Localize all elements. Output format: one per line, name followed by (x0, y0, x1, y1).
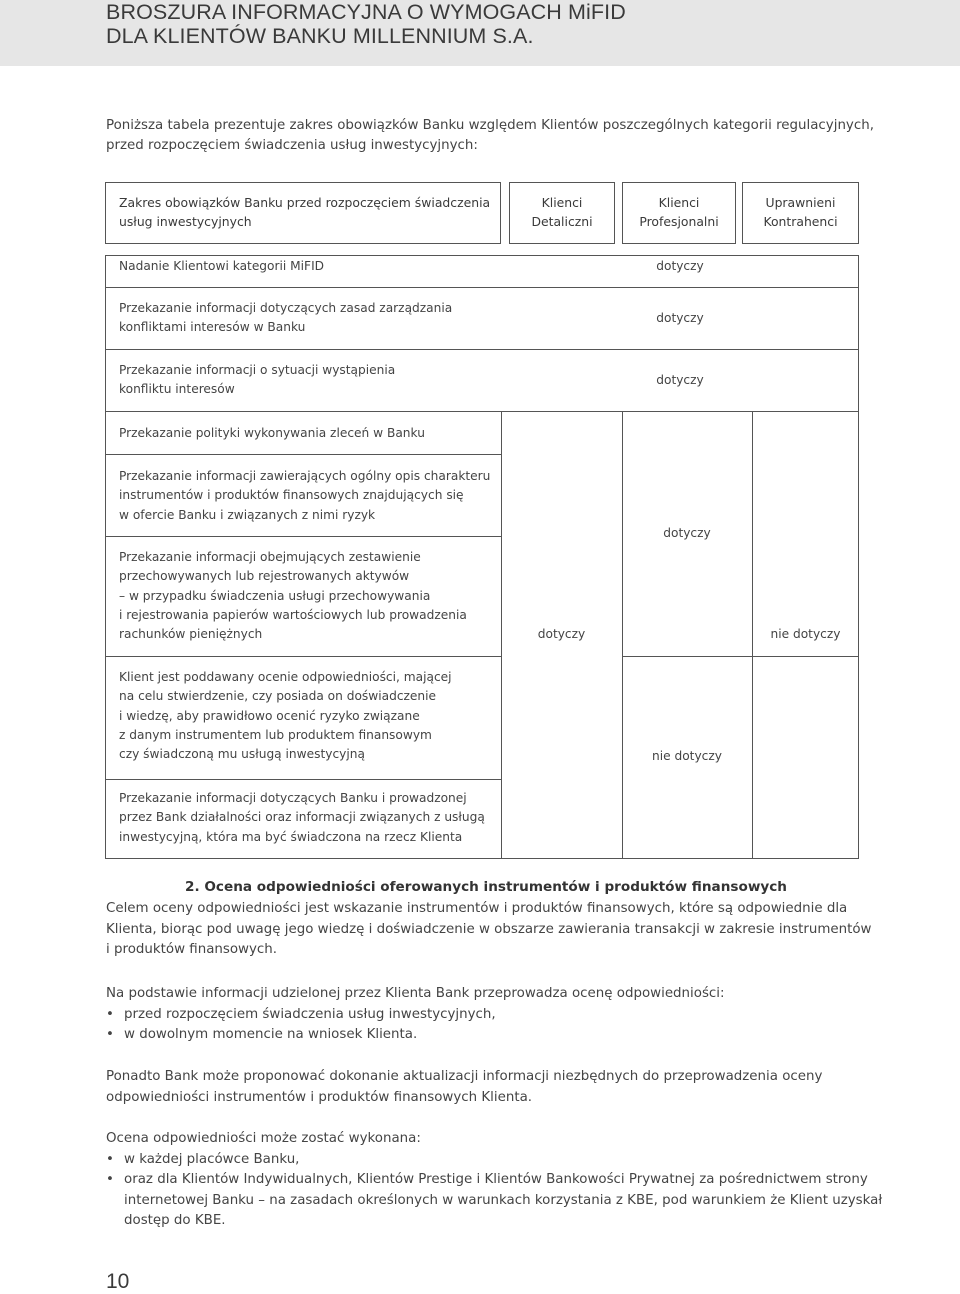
list-item-text: oraz dla Klientów Indywidualnych, Klientów Prestige i Klientów Bankowości Prywatnej za pośrednictwem strony (124, 1172, 868, 1187)
paragraph-line: Klienta, biorąc pod uwagę jego wiedzę i doświadczenie w obszarze zawierania transakcji w zakresie instrumentów (106, 921, 872, 937)
row-value: dotyczy (656, 259, 704, 273)
row-label-line: w ofercie Banku i związanych z nimi ryzyk (119, 507, 376, 522)
row-label-line: Klient jest poddawany ocenie odpowiedniości, mającej (119, 670, 452, 684)
row-label-line: konfliktami interesów w Banku (119, 320, 306, 335)
row-label-line: Przekazanie informacji obejmujących zestawienie (119, 550, 421, 564)
row-label-line: i rejestrowania papierów wartościowych lub prowadzenia (119, 607, 467, 622)
list-item-text: dostęp do KBE. (124, 1213, 226, 1228)
list-item (106, 1025, 866, 1046)
professional-upper-value: dotyczy (663, 526, 711, 540)
header-duties-line: usług inwestycyjnych (119, 214, 252, 230)
retail-merged-value: dotyczy (537, 627, 586, 641)
header-eligible (742, 193, 859, 232)
list-item (106, 1005, 866, 1026)
list-item-text: internetowej Banku – na zasadach określonych w warunkach korzystania z KBE, pod warunkiem że Klient uzyskał (124, 1192, 883, 1208)
header-duties (119, 193, 490, 232)
paragraph-line: Ocena odpowiedniości może zostać wykonana: (106, 1131, 421, 1146)
row-label-line: rachunków pieniężnych (119, 627, 263, 642)
page-number: 10 (106, 1270, 130, 1293)
row-value: dotyczy (656, 373, 704, 387)
row-label (119, 299, 452, 338)
header-professional-line: Profesjonalni (639, 214, 719, 230)
row-label-line: Przekazanie informacji zawierających ogólny opis charakteru (119, 469, 491, 483)
row-label-line: Przekazanie polityki wykonywania zleceń w Banku (119, 426, 425, 440)
row-label (119, 789, 485, 847)
list-item (106, 1150, 866, 1171)
professional-lower-value: nie dotyczy (652, 749, 722, 763)
paragraph-purpose (106, 899, 872, 961)
row-label-line: czy świadczoną mu usługą inwestycyjną (119, 747, 365, 762)
row-label-line: konfliktu interesów (119, 382, 235, 397)
row-label-line: przez Bank działalności oraz informacji związanych z usługą (119, 810, 485, 825)
paragraph-update (106, 1067, 866, 1108)
row-label-line: przechowywanych lub rejestrowanych aktywów (119, 569, 410, 584)
paragraph-line: Ponadto Bank może proponować dokonanie aktualizacji informacji niezbędnych do przeprowadzenia oceny (106, 1069, 823, 1084)
row-label-line: Przekazanie informacji dotyczących zasad zarządzania (119, 301, 453, 315)
bullet-list (106, 1150, 883, 1232)
bullet-icon: • (106, 1172, 114, 1187)
bullet-list (106, 1005, 866, 1046)
row-label (119, 257, 324, 276)
row-label-line: i wiedzę, aby prawidłowo ocenić ryzyko związane (119, 708, 420, 723)
section-title: 2. Ocena odpowiedniości oferowanych instrumentów i produktów finansowych (185, 879, 787, 895)
paragraph-line: i produktów finansowych. (106, 942, 278, 957)
bullet-icon: • (106, 1027, 114, 1042)
row-label (119, 467, 490, 525)
row-label-line: Nadanie Klientowi kategorii MiFID (119, 259, 325, 273)
header-professional (622, 193, 736, 232)
header-duties-line: Zakres obowiązków Banku przed rozpoczęciem świadczenia (119, 195, 491, 210)
paragraph-basis (106, 984, 866, 1046)
header-eligible-line: Kontrahenci (763, 214, 838, 230)
list-item-text: w dowolnym momencie na wniosek Klienta. (124, 1027, 418, 1042)
row-label-line: z danym instrumentem lub produktem finansowym (119, 727, 432, 742)
intro-line: Poniższa tabela prezentuje zakres obowiązków Banku względem Klientów poszczególnych kategorii regulacyjnych, (106, 118, 874, 133)
intro-paragraph (106, 116, 874, 156)
document-title (106, 0, 626, 48)
row-label (119, 548, 467, 644)
obligations-table (105, 182, 859, 859)
row-label-line: inwestycyjną, która ma być świadczona na rzecz Klienta (119, 829, 463, 844)
row-label-line: na celu stwierdzenie, czy posiada on doświadczenie (119, 689, 437, 704)
row-label-line: instrumentów i produktów finansowych znajdujących się (119, 488, 464, 503)
bullet-icon: • (106, 1006, 114, 1022)
list-item-text: w każdej placówce Banku, (124, 1151, 300, 1167)
header-retail (509, 193, 615, 232)
row-label (119, 424, 425, 443)
row-label (119, 668, 452, 764)
header-retail-line: Klienci (541, 195, 583, 210)
paragraph-line: odpowiedniości instrumentów i produktów finansowych Klienta. (106, 1089, 533, 1105)
title-line-2: DLA KLIENTÓW BANKU MILLENNIUM S.A. (106, 24, 534, 48)
paragraph-channels (106, 1129, 883, 1232)
header-retail-line: Detaliczni (531, 214, 593, 230)
paragraph-line: Na podstawie informacji udzielonej przez Klienta Bank przeprowadza ocenę odpowiedniości: (106, 986, 725, 1001)
title-line-1: BROSZURA INFORMACYJNA O WYMOGACH MiFID (106, 0, 626, 24)
list-item-text: przed rozpoczęciem świadczenia usług inwestycyjnych, (124, 1006, 496, 1022)
row-label (119, 361, 395, 400)
row-label-line: Przekazanie informacji dotyczących Banku i prowadzonej (119, 791, 467, 805)
row-label-line: – w przypadku świadczenia usługi przechowywania (119, 588, 431, 603)
eligible-lower-value: nie dotyczy (770, 627, 841, 641)
list-item (106, 1170, 883, 1232)
row-label-line: Przekazanie informacji o sytuacji wystąpienia (119, 363, 396, 377)
bullet-icon: • (106, 1151, 114, 1167)
header-eligible-line: Uprawnieni (765, 195, 836, 210)
header-professional-line: Klienci (658, 195, 700, 210)
intro-line: przed rozpoczęciem świadczenia usług inwestycyjnych: (106, 138, 478, 153)
row-value: dotyczy (656, 311, 704, 325)
paragraph-line: Celem oceny odpowiedniości jest wskazanie instrumentów i produktów finansowych, które są odpowiednie dla (106, 901, 848, 916)
